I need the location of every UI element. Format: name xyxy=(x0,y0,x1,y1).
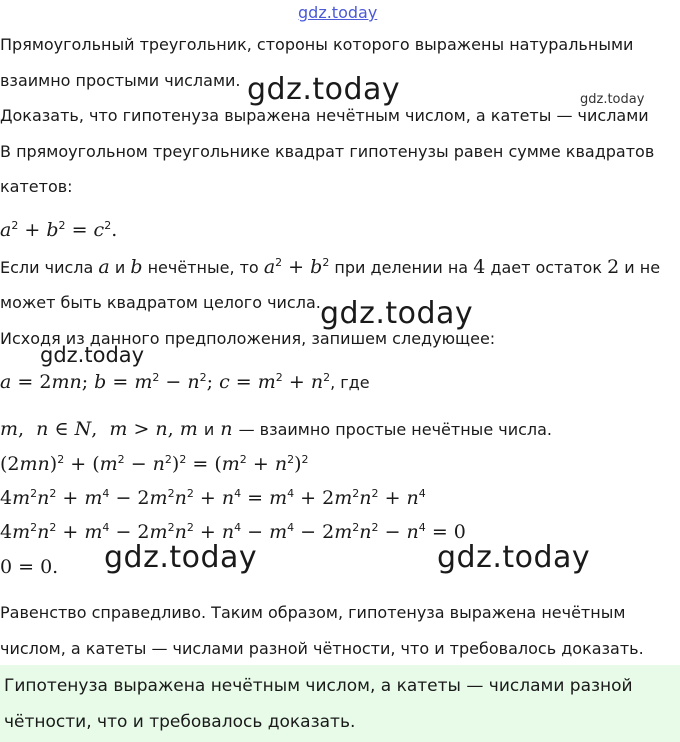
assumption-line: Исходя из данного предположения, запишем следующее: xyxy=(0,329,496,348)
conclusion-line-1: Равенство справедливо. Таким образом, гипотенуза выражена нечётным xyxy=(0,603,626,622)
identity-result: 0 = 0. xyxy=(0,556,59,578)
answer-line-2: чётности, что и требовалось доказать. xyxy=(4,712,356,732)
answer-box xyxy=(0,665,680,742)
statement-line-1: Прямоугольный треугольник, стороны которого выражены натуральными xyxy=(0,35,634,54)
parametrization-formula: a = 2mn; $b = m^2 - n^2$; $c = m^2 + n^2$, где xyxy=(0,371,370,393)
odd-numbers-line: Если числа a и b нечётные, то $a^2 + b^2$ при делении на 4 дает остаток 2 и не xyxy=(0,256,661,278)
odd-numbers-line-2: может быть квадратом целого числа. xyxy=(0,293,321,312)
pythagoras-formula: $a^2 + b^2 = c^2$. xyxy=(0,219,118,241)
watermark: gdz.today xyxy=(580,92,645,107)
identity-formula-3: $4m^2n^2 + m^4 - 2m^2n^2 + n^4 - m^4 - 2m^2n^2 - n^4 = 0$ xyxy=(0,521,466,543)
mn-condition-line: m, n ∈ N, m > n, m и n — взаимно простые нечётные числа. xyxy=(0,418,553,440)
watermark: gdz.today xyxy=(104,540,258,575)
watermark: gdz.today xyxy=(437,540,591,575)
identity-formula-1: $(2mn)^2 + (m^2 - n^2)^2 = (m^2 + n^2)^2$ xyxy=(0,453,309,475)
solution-intro-2: катетов: xyxy=(0,177,73,196)
top-watermark-link[interactable]: gdz.today xyxy=(298,3,378,22)
conclusion-line-2: числом, а катеты — числами разной чётности, что и требовалось доказать. xyxy=(0,639,644,658)
statement-line-2: взаимно простыми числами. xyxy=(0,71,241,90)
watermark: gdz.today xyxy=(247,72,401,107)
watermark: gdz.today xyxy=(320,296,474,331)
statement-line-3: Доказать, что гипотенуза выражена нечётным числом, а катеты — числами xyxy=(0,106,649,125)
answer-line-1: Гипотенуза выражена нечётным числом, а катеты — числами разной xyxy=(4,676,633,696)
watermark: gdz.today xyxy=(40,343,145,367)
solution-intro-1: В прямоугольном треугольнике квадрат гипотенузы равен сумме квадратов xyxy=(0,142,655,161)
identity-formula-2: $4m^2n^2 + m^4 - 2m^2n^2 + n^4 = m^4 + 2m^2n^2 + n^4$ xyxy=(0,487,426,509)
